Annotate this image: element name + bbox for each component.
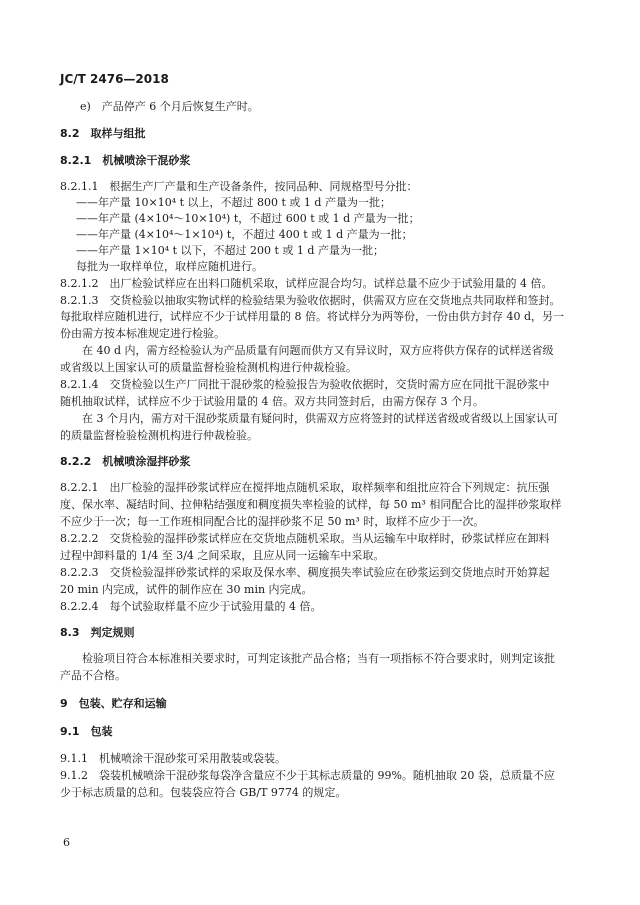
section-heading-9-1: 9.1 包装: [60, 725, 113, 738]
text-line: 20 min 内完成，试件的制作应在 30 min 内完成。: [60, 583, 313, 596]
page-number: 6: [63, 836, 70, 849]
clause-9-1-1: 9.1.1 机械喷涂干混砂浆可采用散装或袋装。: [60, 752, 286, 765]
text-line: 或省级以上国家认可的质量监督检验检测机构进行仲裁检验。: [60, 361, 357, 374]
text-line: 度、保水率、凝结时间、拉伸粘结强度和稠度损失率检验的试样，每 50 m³ 相同配合比的湿拌砂浆取样: [60, 498, 562, 511]
clause-8-2-1-4: 8.2.1.4 交货检验以生产厂同批干混砂浆的检验报告为验收依据时，交货时需方应在同批干混砂浆中: [60, 378, 550, 391]
list-item: ——年产量 10×10⁴ t 以上，不超过 800 t 或 1 d 产量为一批；: [76, 196, 391, 209]
text-line: 份由需方按本标准规定进行检验。: [60, 327, 225, 340]
clause-8-2-2-1: 8.2.2.1 出厂检验的湿拌砂浆试样应在搅拌地点随机采取，取样频率和组批应符合下列规定：抗压强: [60, 481, 550, 494]
standard-number: JC/T 2476—2018: [60, 72, 169, 86]
clause-8-2-2-2: 8.2.2.2 交货检验的湿拌砂浆试样应在交货地点随机采取。当从运输车中取样时，砂浆试样应在卸料: [60, 532, 550, 545]
section-heading-9: 9 包装、贮存和运输: [60, 697, 167, 710]
clause-8-2-2-3: 8.2.2.3 交货检验湿拌砂浆试样的采取及保水率、稠度损失率试验应在砂浆运到交货地点时开始算起: [60, 566, 550, 579]
text-line: 产品不合格。: [60, 669, 126, 682]
clause-9-1-2: 9.1.2 袋装机械喷涂干混砂浆每袋净含量应不少于其标志质量的 99%。随机抽取 20 袋，总质量不应: [60, 769, 555, 782]
text-line: 少于标志质量的总和。包装袋应符合 GB/T 9774 的规定。: [60, 786, 347, 799]
text-line: 过程中卸料量的 1/4 至 3/4 之间采取，且应从同一运输车中采取。: [60, 549, 385, 562]
list-item: ——年产量 1×10⁴ t 以下，不超过 200 t 或 1 d 产量为一批；: [76, 244, 384, 257]
section-heading-8-3: 8.3 判定规则: [60, 626, 135, 639]
text-line: 的质量监督检验检测机构进行仲裁检验。: [60, 429, 258, 442]
clause-8-2-2-4: 8.2.2.4 每个试验取样量不应少于试验用量的 4 倍。: [60, 600, 322, 613]
text-line: 检验项目符合本标准相关要求时，可判定该批产品合格；当有一项指标不符合要求时，则判定该批: [82, 652, 555, 665]
text-line: 在 3 个月内，需方对干混砂浆质量有疑问时，供需双方应将签封的试样送省级或省级以上国家认可: [82, 412, 558, 425]
clause-8-2-1-3: 8.2.1.3 交货检验以抽取实物试样的检验结果为验收依据时，供需双方应在交货地点共同取样和签封。: [60, 294, 561, 307]
section-heading-8-2-2: 8.2.2 机械喷涂湿拌砂浆: [60, 455, 191, 468]
clause-8-2-1-1: 8.2.1.1 根据生产厂产量和生产设备条件，按同品种、同规格型号分批：: [60, 180, 418, 193]
text-line: 在 40 d 内，需方经检验认为产品质量有问题而供方又有异议时，双方应将供方保存的试样送省级: [82, 344, 554, 357]
text-line: 每批取样应随机进行，试样应不少于试样用量的 8 倍。将试样分为两等份，一份由供方封存 40 d，另一: [60, 310, 565, 323]
list-item: ——年产量 (4×10⁴～1×10⁴) t，不超过 400 t 或 1 d 产量为一批；: [76, 228, 413, 241]
text-line: 每批为一取样单位，取样应随机进行。: [76, 260, 263, 273]
text-line: e) 产品停产 6 个月后恢复生产时。: [80, 100, 259, 113]
clause-8-2-1-2: 8.2.1.2 出厂检验试样应在出料口随机采取，试样应混合均匀。试样总量不应少于试验用量的 4 倍。: [60, 277, 553, 290]
section-heading-8-2: 8.2 取样与组批: [60, 127, 146, 140]
list-item: ——年产量 (4×10⁴～10×10⁴) t，不超过 600 t 或 1 d 产量为一批；: [76, 212, 420, 225]
text-line: 不应少于一次；每一工作班相同配合比的湿拌砂浆不足 50 m³ 时，取样不应少于一次。: [60, 515, 485, 528]
text-line: 随机抽取试样，试样应不少于试验用量的 4 倍。双方共同签封后，由需方保存 3 个月。: [60, 395, 484, 408]
section-heading-8-2-1: 8.2.1 机械喷涂干混砂浆: [60, 154, 191, 167]
